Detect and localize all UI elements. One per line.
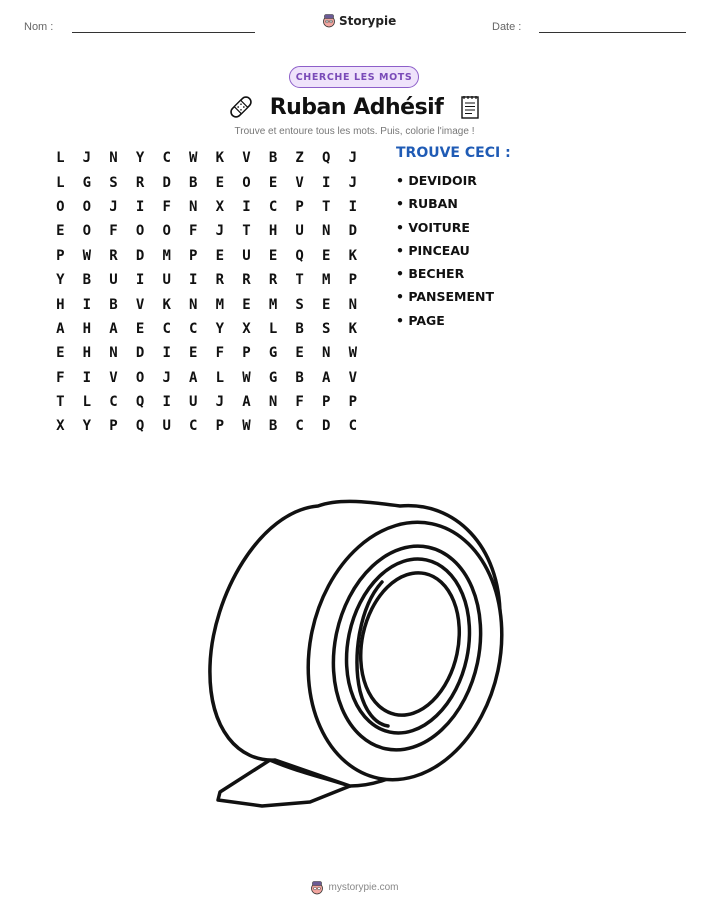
grid-cell: J [215, 223, 225, 240]
brand-logo [322, 13, 396, 28]
grid-cell: E [56, 223, 65, 240]
grid-cell: A [242, 394, 251, 411]
word-list-item [396, 170, 494, 193]
grid-cell: E [322, 247, 331, 264]
grid-cell: R [215, 272, 225, 289]
grid-cell: D [322, 418, 331, 435]
bullet: • [396, 266, 409, 282]
grid-cell: L [268, 320, 278, 337]
grid-cell: O [135, 223, 145, 240]
grid-cell: K [348, 320, 358, 337]
grid-cell: E [189, 345, 198, 362]
grid-cell: S [109, 174, 118, 191]
grid-cell: R [268, 272, 278, 289]
grid-cell: G [268, 369, 278, 386]
word-list-item [396, 217, 494, 240]
grid-cell: M [268, 296, 278, 313]
grid-cell: U [242, 247, 251, 264]
grid-cell: E [215, 247, 225, 264]
grid-cell: H [56, 296, 65, 313]
word-text: DEVIDOIR [408, 173, 477, 188]
grid-cell: M [322, 272, 331, 289]
grid-cell: E [322, 296, 331, 313]
grid-cell: N [109, 345, 118, 362]
worksheet-type-badge: CHERCHE LES MOTS [289, 66, 419, 88]
word-text: PINCEAU [408, 242, 470, 258]
grid-cell: S [322, 320, 331, 337]
date-label: Date : [492, 21, 522, 33]
grid-cell: T [56, 394, 65, 411]
grid-cell: O [135, 369, 145, 386]
brand-name: Storypie [339, 13, 397, 28]
grid-cell: P [56, 247, 65, 264]
grid-cell: O [242, 174, 251, 191]
grid-cell: N [322, 345, 331, 362]
grid-cell: J [82, 150, 92, 167]
grid-cell: A [109, 320, 118, 337]
grid-cell: L [56, 150, 65, 167]
grid-cell: W [189, 150, 198, 167]
bullet: • [396, 312, 409, 328]
grid-cell: Z [295, 150, 304, 167]
grid-cell: E [295, 345, 304, 362]
grid-cell: V [109, 369, 118, 386]
grid-cell: R [109, 247, 118, 264]
grid-cell: F [109, 223, 118, 240]
grid-cell: V [242, 150, 251, 167]
bandage-icon [228, 94, 254, 120]
grid-cell: B [268, 150, 278, 167]
tape-roll-icon [200, 486, 510, 816]
grid-cell: T [295, 272, 304, 289]
footer-url: mystorypie.com [328, 882, 399, 893]
date-line [539, 32, 686, 33]
name-line [72, 32, 255, 33]
grid-cell: N [322, 223, 331, 240]
grid-cell: L [82, 394, 92, 411]
grid-cell: O [162, 223, 171, 240]
grid-cell: I [322, 174, 331, 191]
grid-cell: K [215, 150, 225, 167]
grid-cell: E [56, 345, 65, 362]
bullet: • [396, 196, 409, 212]
grid-cell: I [135, 198, 145, 215]
mascot-icon [322, 13, 336, 28]
grid-cell: D [135, 247, 145, 264]
notepad-icon [459, 94, 481, 120]
page-title: Ruban Adhésif [269, 94, 444, 120]
grid-cell: P [348, 394, 358, 411]
grid-cell: U [162, 418, 171, 435]
bullet: • [396, 289, 409, 305]
grid-cell: P [242, 345, 251, 362]
name-label: Nom : [24, 21, 54, 33]
word-text: PAGE [408, 312, 445, 328]
grid-cell: B [189, 174, 198, 191]
bullet: • [396, 219, 409, 235]
grid-cell: E [268, 174, 278, 191]
grid-cell: Q [295, 247, 304, 264]
grid-cell: Q [135, 394, 145, 411]
grid-cell: C [109, 394, 118, 411]
grid-cell: W [82, 247, 92, 264]
grid-cell: I [82, 369, 92, 386]
grid-cell: J [162, 369, 171, 386]
grid-cell: A [322, 369, 331, 386]
grid-cell: C [189, 320, 198, 337]
grid-cell: F [215, 345, 225, 362]
grid-cell: E [215, 174, 225, 191]
grid-cell: P [322, 394, 331, 411]
grid-cell: I [162, 394, 171, 411]
grid-cell: J [348, 150, 358, 167]
grid-cell: B [268, 418, 278, 435]
grid-cell: C [348, 418, 358, 435]
grid-cell: I [82, 296, 92, 313]
grid-cell: C [162, 320, 171, 337]
grid-cell: U [295, 223, 304, 240]
grid-cell: X [56, 418, 65, 435]
grid-cell: Y [82, 418, 92, 435]
grid-cell: A [189, 369, 198, 386]
grid-cell: E [242, 296, 251, 313]
grid-cell: E [268, 247, 278, 264]
grid-cell: U [189, 394, 198, 411]
word-list-title: TROUVE CECI : [396, 145, 511, 161]
word-text: PANSEMENT [408, 289, 495, 305]
grid-cell: I [135, 272, 145, 289]
grid-cell: P [348, 272, 358, 289]
grid-cell: Y [215, 320, 225, 337]
grid-cell: S [295, 296, 304, 313]
grid-cell: Y [56, 272, 65, 289]
grid-cell: Y [135, 150, 145, 167]
grid-cell: C [162, 150, 171, 167]
grid-cell: P [109, 418, 118, 435]
grid-cell: D [135, 345, 145, 362]
grid-cell: H [82, 320, 92, 337]
grid-cell: W [242, 369, 251, 386]
grid-cell: H [82, 345, 92, 362]
grid-cell: B [109, 296, 118, 313]
word-text: RUBAN [408, 196, 458, 212]
grid-cell: R [242, 272, 251, 289]
grid-cell: U [162, 272, 171, 289]
grid-cell: X [215, 198, 225, 215]
grid-cell: N [109, 150, 118, 167]
grid-cell: G [82, 174, 92, 191]
grid-cell: J [215, 394, 225, 411]
grid-cell: O [82, 223, 92, 240]
grid-cell: L [215, 369, 225, 386]
word-list [396, 170, 494, 333]
grid-cell: O [56, 198, 65, 215]
grid-cell: N [189, 296, 198, 313]
word-list-item [396, 193, 494, 216]
grid-cell: I [189, 272, 198, 289]
grid-cell: P [215, 418, 225, 435]
grid-cell: D [348, 223, 358, 240]
grid-cell: A [56, 320, 65, 337]
footer [0, 880, 709, 895]
grid-cell: R [135, 174, 145, 191]
grid-cell: T [242, 223, 251, 240]
grid-cell: Q [322, 150, 331, 167]
grid-cell: F [162, 198, 171, 215]
instructions: Trouve et entoure tous les mots. Puis, colorie l'image ! [234, 126, 475, 137]
grid-cell: I [162, 345, 171, 362]
grid-cell: P [295, 198, 304, 215]
grid-cell: J [109, 198, 118, 215]
grid-cell: T [322, 198, 331, 215]
grid-cell: Q [135, 418, 145, 435]
grid-cell: B [295, 369, 304, 386]
grid-cell: I [348, 198, 358, 215]
grid-cell: K [162, 296, 171, 313]
word-text: BECHER [408, 266, 465, 282]
mascot-icon [310, 880, 324, 895]
grid-cell: M [162, 247, 171, 264]
grid-cell: V [295, 174, 304, 191]
bullet: • [396, 242, 409, 258]
grid-cell: C [295, 418, 304, 435]
grid-cell: P [189, 247, 198, 264]
grid-cell: U [109, 272, 118, 289]
word-text: VOITURE [408, 219, 470, 235]
word-list-item [396, 263, 494, 286]
grid-cell: C [189, 418, 198, 435]
grid-cell: C [268, 198, 278, 215]
grid-cell: F [189, 223, 198, 240]
grid-cell: N [348, 296, 358, 313]
grid-cell: N [268, 394, 278, 411]
grid-cell: X [242, 320, 251, 337]
title-row [0, 90, 709, 124]
grid-cell: F [56, 369, 65, 386]
grid-cell: G [268, 345, 278, 362]
grid-cell: N [189, 198, 198, 215]
grid-cell: E [135, 320, 145, 337]
bullet: • [396, 173, 409, 188]
grid-cell: W [242, 418, 251, 435]
word-list-item [396, 286, 494, 309]
grid-cell: J [348, 174, 358, 191]
grid-cell: F [295, 394, 304, 411]
grid-cell: D [162, 174, 171, 191]
grid-cell: M [215, 296, 225, 313]
grid-cell: V [135, 296, 145, 313]
grid-cell: I [242, 198, 251, 215]
word-list-item [396, 240, 494, 263]
grid-cell: H [268, 223, 278, 240]
grid-cell: O [82, 198, 92, 215]
word-list-item [396, 310, 494, 333]
grid-cell: V [348, 369, 358, 386]
grid-cell: K [348, 247, 358, 264]
grid-cell: L [56, 174, 65, 191]
grid-cell: B [82, 272, 92, 289]
grid-cell: W [348, 345, 358, 362]
letter-grid [47, 146, 366, 439]
grid-cell: B [295, 320, 304, 337]
